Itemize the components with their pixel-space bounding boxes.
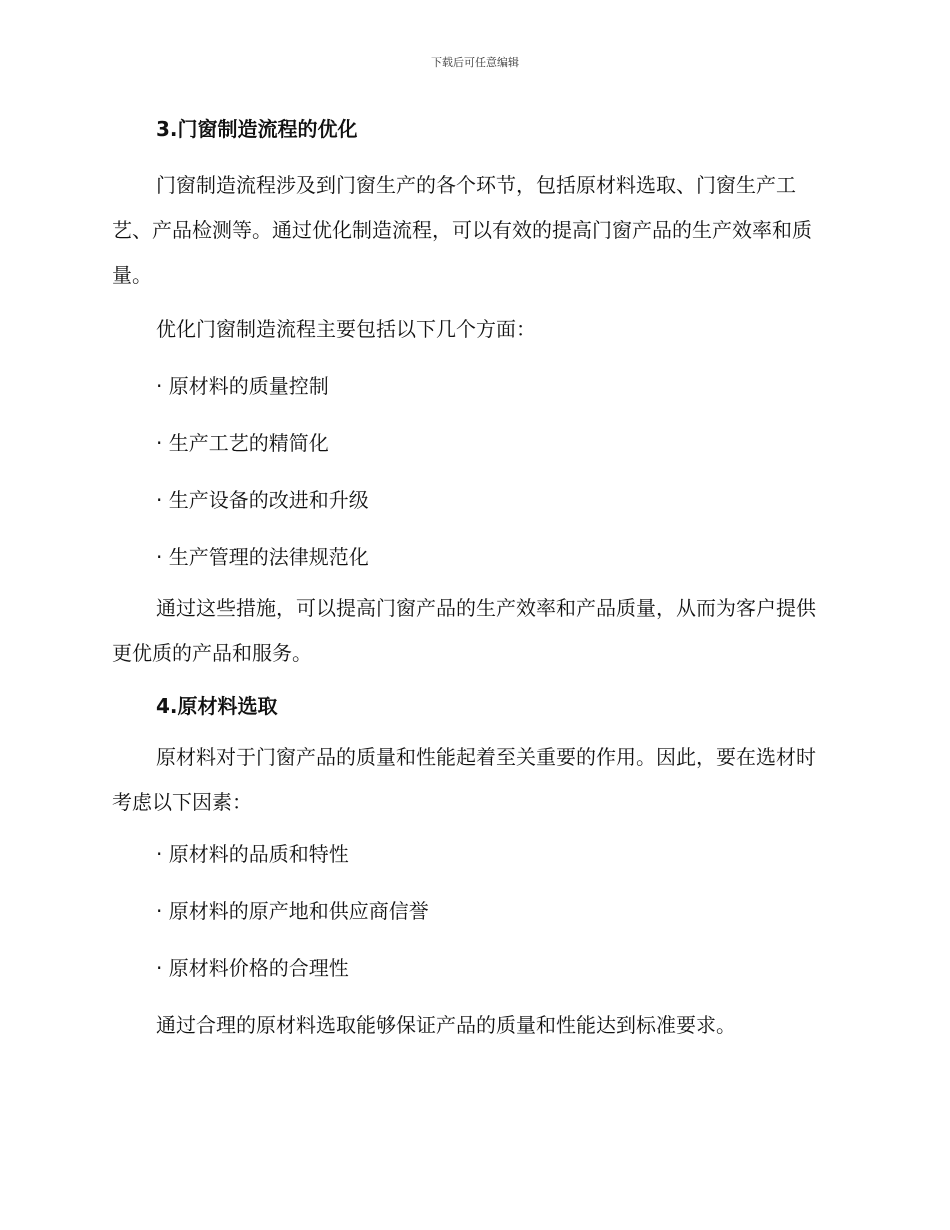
paragraph: 原材料对于门窗产品的质量和性能起着至关重要的作用。因此，要在选材时考虑以下因素： xyxy=(112,745,816,814)
section-heading: 4.原材料选取 xyxy=(156,694,278,718)
list-item: · 原材料的品质和特性 xyxy=(156,842,349,866)
list-item: · 原材料的质量控制 xyxy=(156,374,329,398)
paragraph: 门窗制造流程涉及到门窗生产的各个环节，包括原材料选取、门窗生产工艺、产品检测等。通过优化制造流程，可以有效的提高门窗产品的生产效率和质量。 xyxy=(112,173,812,287)
paragraph: 通过这些措施，可以提高门窗产品的生产效率和产品质量，从而为客户提供更优质的产品和服务。 xyxy=(112,596,816,665)
section-heading: 3.门窗制造流程的优化 xyxy=(156,117,358,141)
page-header: 下载后可任意编辑 xyxy=(431,56,519,69)
list-item: · 生产工艺的精简化 xyxy=(156,431,329,455)
paragraph: 通过合理的原材料选取能够保证产品的质量和性能达到标准要求。 xyxy=(156,1013,736,1037)
list-item: · 原材料的原产地和供应商信誉 xyxy=(156,899,429,923)
list-item: · 原材料价格的合理性 xyxy=(156,956,349,980)
paragraph: 优化门窗制造流程主要包括以下几个方面： xyxy=(156,317,536,341)
list-item: · 生产设备的改进和升级 xyxy=(156,488,369,512)
list-item: · 生产管理的法律规范化 xyxy=(156,545,369,569)
document-body xyxy=(112,112,834,1042)
